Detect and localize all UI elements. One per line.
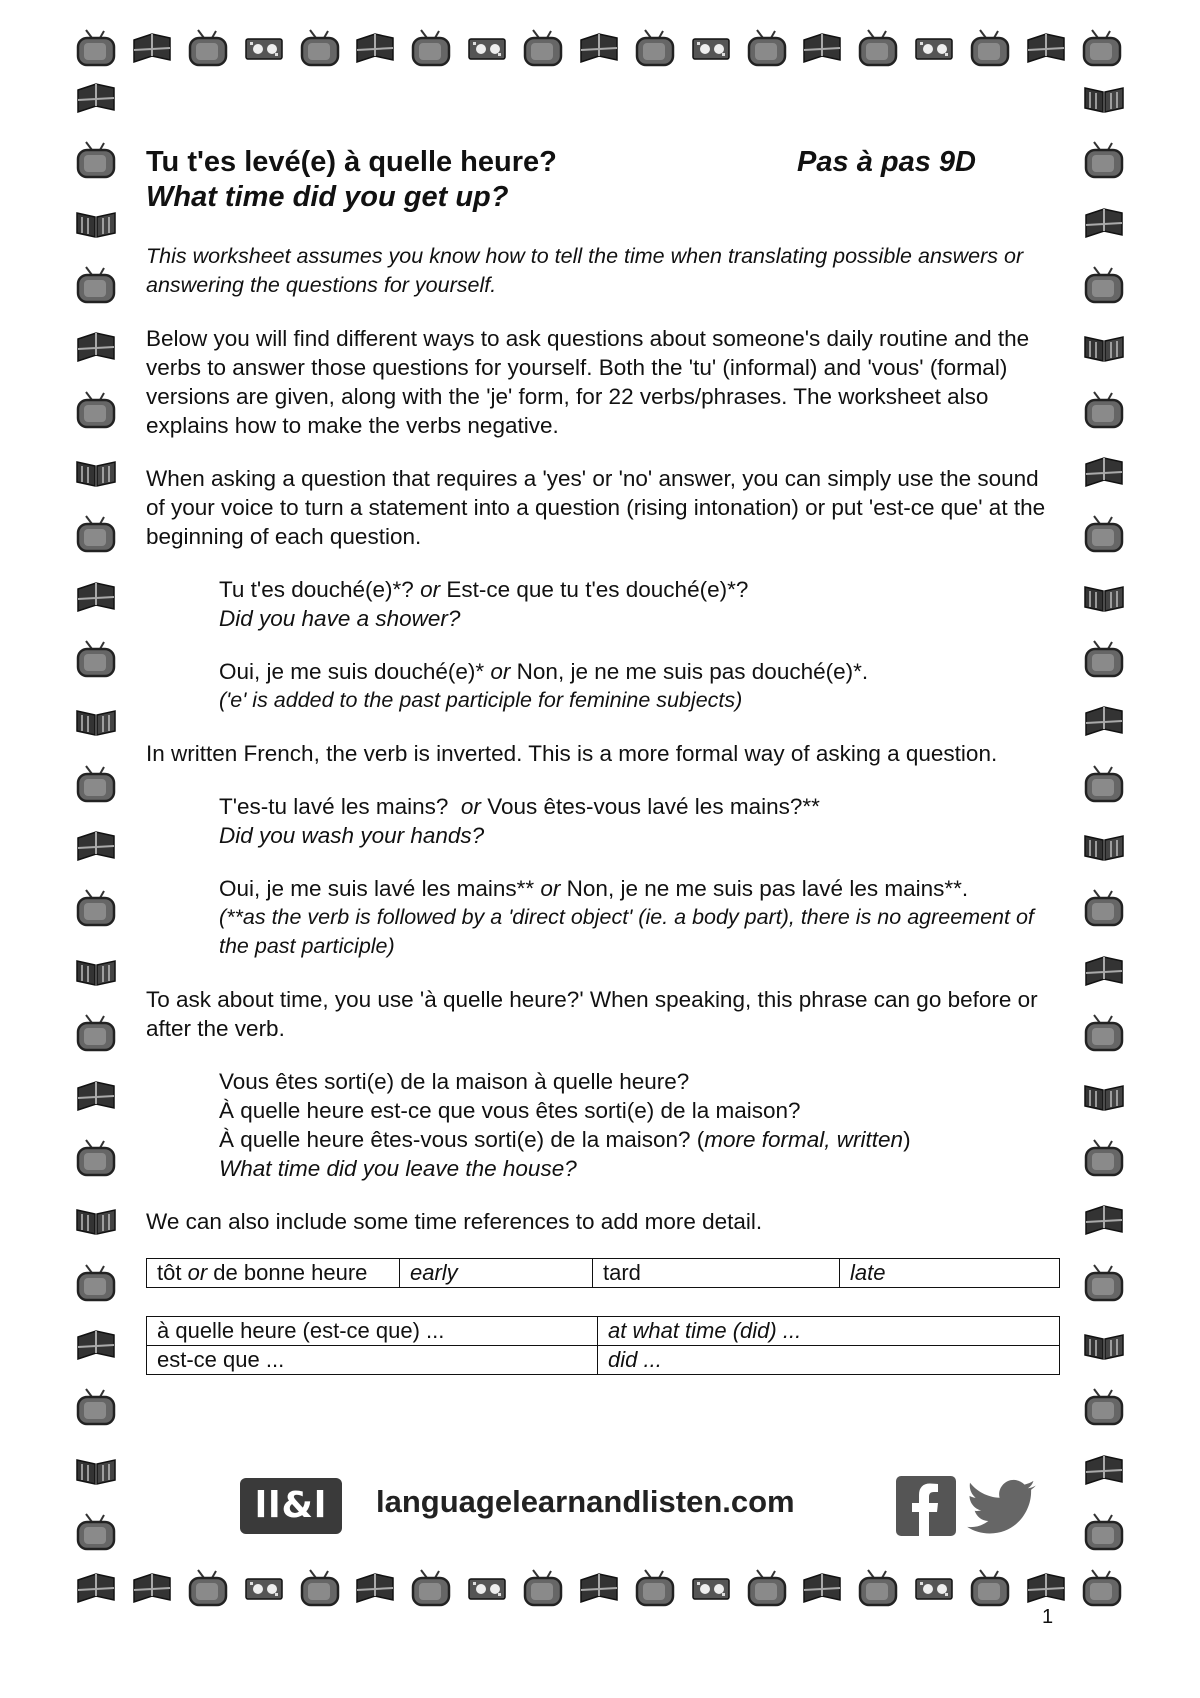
book-icon <box>1082 1325 1126 1365</box>
flag-icon <box>74 577 118 617</box>
tv-icon <box>633 28 677 68</box>
or-word: or <box>540 876 561 901</box>
book-icon <box>74 1450 118 1490</box>
tv-icon <box>1080 1568 1124 1608</box>
ticket-icon <box>242 1568 286 1608</box>
book-icon <box>1082 327 1126 367</box>
tv-icon <box>74 888 118 928</box>
paragraph-inversion: In written French, the verb is inverted. This is a more formal way of asking a question. <box>146 741 998 766</box>
tv-icon <box>74 1138 118 1178</box>
flag-icon <box>74 1076 118 1116</box>
table-cell: early <box>400 1259 593 1288</box>
table-cell: did ... <box>598 1346 1060 1375</box>
flag-icon <box>74 78 118 118</box>
tv-icon <box>186 1568 230 1608</box>
example-fr: Non, je ne me suis pas douché(e)*. <box>516 659 869 684</box>
tv-icon <box>409 28 453 68</box>
example-translation: Did you wash your hands? <box>219 823 485 848</box>
tv-icon <box>74 265 118 305</box>
tv-icon <box>74 514 118 554</box>
example-fr: ) <box>903 1127 911 1152</box>
tv-icon <box>298 1568 342 1608</box>
ticket-icon <box>912 28 956 68</box>
tv-icon <box>409 1568 453 1608</box>
table-cell: at what time (did) ... <box>598 1317 1060 1346</box>
table-row <box>147 1259 1060 1288</box>
worksheet-content <box>146 146 1062 1375</box>
flag-icon <box>577 28 621 68</box>
example-shower-answer <box>219 657 1062 715</box>
ticket-icon <box>242 28 286 68</box>
table-cell: est-ce que ... <box>147 1346 598 1375</box>
book-icon <box>74 1200 118 1240</box>
facebook-icon[interactable] <box>896 1476 956 1536</box>
example-note: (**as the verb is followed by a 'direct object' (ie. a body part), there is no agreement of the past participle) <box>219 905 1034 958</box>
example-fr: T'es-tu lavé les mains? <box>219 794 449 819</box>
tv-icon <box>74 1263 118 1303</box>
example-line <box>219 575 1062 604</box>
footer <box>240 1478 1040 1538</box>
flag-icon <box>74 826 118 866</box>
tv-icon <box>1082 1013 1126 1053</box>
flag-icon <box>74 1568 118 1608</box>
tv-icon <box>1082 639 1126 679</box>
paragraph-yes-no: When asking a question that requires a 'yes' or 'no' answer, you can simply use the sound of your voice to turn a statement into a question (rising intonation) or put 'est-ce que' at the beginning of each question. <box>146 466 1046 549</box>
ticket-icon <box>912 1568 956 1608</box>
example-translation: What time did you leave the house? <box>219 1156 577 1181</box>
title-row <box>146 146 976 179</box>
tv-icon <box>298 28 342 68</box>
tv-icon <box>1082 1138 1126 1178</box>
example-line <box>219 792 1062 821</box>
flag-icon <box>800 28 844 68</box>
book-icon <box>74 452 118 492</box>
tv-icon <box>1082 1512 1126 1552</box>
tv-icon <box>968 28 1012 68</box>
example-line <box>219 657 1062 686</box>
book-icon <box>1082 78 1126 118</box>
time-references-table <box>146 1258 1060 1288</box>
example-note: ('e' is added to the past participle for feminine subjects) <box>219 688 743 712</box>
tv-icon <box>74 639 118 679</box>
book-icon <box>1082 1076 1126 1116</box>
question-words-table <box>146 1316 1060 1375</box>
example-fr: Oui, je me suis lavé les mains** <box>219 876 535 901</box>
ticket-icon <box>465 28 509 68</box>
tv-icon <box>856 1568 900 1608</box>
example-fr: À quelle heure êtes-vous sorti(e) de la maison? ( <box>219 1127 705 1152</box>
tv-icon <box>74 390 118 430</box>
tv-icon <box>633 1568 677 1608</box>
flag-icon <box>800 1568 844 1608</box>
example-leave-house <box>219 1067 1062 1183</box>
flag-icon <box>1082 1450 1126 1490</box>
page-subtitle: What time did you get up? <box>146 181 509 213</box>
or-word: or <box>460 794 481 819</box>
example-hands-question <box>219 792 1062 850</box>
tv-icon <box>968 1568 1012 1608</box>
tv-icon <box>856 28 900 68</box>
book-icon <box>74 701 118 741</box>
tv-icon <box>74 28 118 68</box>
tv-icon <box>745 1568 789 1608</box>
paragraph-overview: Below you will find different ways to ask questions about someone's daily routine and the verbs to answer those questions for yourself. Both the 'tu' (informal) and 'vous' (formal) versions are given, along with the 'je' form, for 22 verbs/phrases. The worksheet also explains how to make the verbs negative. <box>146 326 1030 438</box>
register-note: more formal, written <box>704 1127 904 1152</box>
example-fr: Vous êtes-vous lavé les mains?** <box>487 794 820 819</box>
tv-icon <box>1080 28 1124 68</box>
flag-icon <box>1024 1568 1068 1608</box>
flag-icon <box>1082 701 1126 741</box>
flag-icon <box>1082 951 1126 991</box>
flag-icon <box>130 28 174 68</box>
tv-icon <box>74 764 118 804</box>
example-line <box>219 1125 1062 1154</box>
example-fr: Vous êtes sorti(e) de la maison à quelle heure? <box>219 1069 690 1094</box>
table-cell <box>147 1259 400 1288</box>
tv-icon <box>74 1512 118 1552</box>
tv-icon <box>1082 1263 1126 1303</box>
tv-icon <box>1082 514 1126 554</box>
or-word: or <box>420 577 441 602</box>
or-word: or <box>187 1260 208 1285</box>
cell-text: tôt <box>157 1260 182 1285</box>
flag-icon <box>353 1568 397 1608</box>
page-title: Tu t'es levé(e) à quelle heure? <box>146 146 557 178</box>
flag-icon <box>577 1568 621 1608</box>
flag-icon <box>74 1325 118 1365</box>
flag-icon <box>1082 203 1126 243</box>
example-fr: Est-ce que tu t'es douché(e)*? <box>446 577 749 602</box>
flag-icon <box>130 1568 174 1608</box>
table-cell: à quelle heure (est-ce que) ... <box>147 1317 598 1346</box>
lesson-code: Pas à pas 9D <box>797 146 976 178</box>
book-icon <box>1082 577 1126 617</box>
page-number: 1 <box>1042 1606 1054 1628</box>
example-translation: Did you have a shower? <box>219 606 461 631</box>
right-border <box>1082 78 1126 1552</box>
flag-icon <box>353 28 397 68</box>
example-line <box>219 874 1062 903</box>
flag-icon <box>1024 28 1068 68</box>
example-fr: Non, je ne me suis pas lavé les mains**. <box>566 876 969 901</box>
site-logo: ll&l <box>240 1478 342 1534</box>
table-row <box>147 1317 1060 1346</box>
tv-icon <box>74 140 118 180</box>
ticket-icon <box>689 1568 733 1608</box>
tv-icon <box>1082 1387 1126 1427</box>
example-shower-question <box>219 575 1062 633</box>
twitter-icon[interactable] <box>966 1478 1038 1538</box>
tv-icon <box>74 1387 118 1427</box>
top-border <box>74 28 1124 68</box>
or-word: or <box>490 659 511 684</box>
book-icon <box>1082 826 1126 866</box>
example-fr: Tu t'es douché(e)*? <box>219 577 414 602</box>
tv-icon <box>1082 764 1126 804</box>
website-link[interactable]: languagelearnandlisten.com <box>376 1484 795 1519</box>
tv-icon <box>186 28 230 68</box>
ticket-icon <box>689 28 733 68</box>
paragraph-time: To ask about time, you use 'à quelle heure?' When speaking, this phrase can go before or after the verb. <box>146 987 1038 1041</box>
book-icon <box>74 951 118 991</box>
ticket-icon <box>465 1568 509 1608</box>
flag-icon <box>74 327 118 367</box>
intro-note: This worksheet assumes you know how to tell the time when translating possible answers or answering the questions for yourself. <box>146 244 1024 297</box>
paragraph-time-references: We can also include some time references to add more detail. <box>146 1209 763 1234</box>
table-cell: late <box>840 1259 1060 1288</box>
table-cell: tard <box>593 1259 840 1288</box>
example-fr: Oui, je me suis douché(e)* <box>219 659 485 684</box>
tv-icon <box>1082 888 1126 928</box>
tv-icon <box>521 1568 565 1608</box>
example-fr: À quelle heure est-ce que vous êtes sorti(e) de la maison? <box>219 1098 801 1123</box>
flag-icon <box>1082 1200 1126 1240</box>
tv-icon <box>1082 265 1126 305</box>
tv-icon <box>74 1013 118 1053</box>
flag-icon <box>1082 452 1126 492</box>
table-row <box>147 1346 1060 1375</box>
cell-text: de bonne heure <box>213 1260 368 1285</box>
book-icon <box>74 203 118 243</box>
tv-icon <box>1082 140 1126 180</box>
example-hands-answer <box>219 874 1062 961</box>
bottom-border <box>74 1568 1124 1608</box>
tv-icon <box>745 28 789 68</box>
tv-icon <box>1082 390 1126 430</box>
tv-icon <box>521 28 565 68</box>
left-border <box>74 78 118 1552</box>
